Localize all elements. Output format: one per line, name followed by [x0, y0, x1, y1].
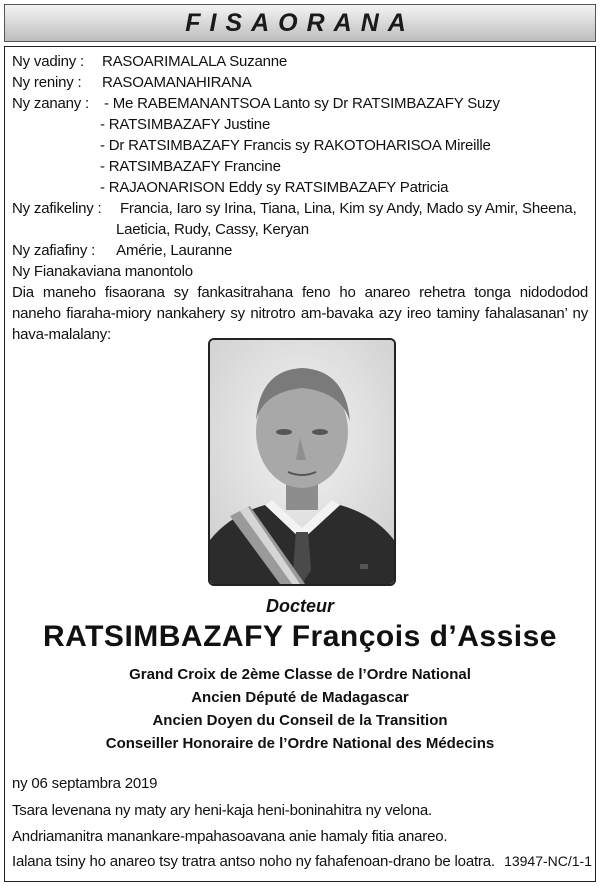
reference-code: 13947-NC/1-1 — [504, 853, 592, 869]
reniny-value: RASOAMANAHIRANA — [101, 74, 252, 91]
reniny-label: Ny reniny : — [12, 74, 82, 91]
vadiny-line — [12, 51, 592, 72]
deceased-name: RATSIMBAZAFY François d’Assise — [43, 620, 557, 653]
portrait-photo — [208, 338, 396, 586]
zafiafiny-value: Amérie, Lauranne — [116, 242, 233, 259]
deceased-title: Ancien Député de Madagascar — [191, 689, 409, 706]
deceased-prefix: Docteur — [265, 596, 334, 616]
footer-line: Tsara levenana ny maty ary heni-kaja heni-boninahitra ny velona. — [12, 802, 432, 819]
zafiafiny-label: Ny zafiafiny : — [12, 242, 96, 259]
zanany-label: Ny zanany : — [12, 95, 90, 112]
zanany-item: - RATSIMBAZAFY Justine — [100, 116, 271, 133]
intro-paragraph: Dia maneho fisaorana sy fankasitrahana feno ho anareo rehetra tonga nidododod naneho fiaraha-miory nankahery sy nitrotro am-bavaka azy ireo taminy fahalasanan’ ny hava-malalany: — [12, 284, 588, 343]
zanany-line — [12, 93, 592, 114]
zanany-item: - Dr RATSIMBAZAFY Francis sy RAKOTOHARISOA Mireille — [100, 137, 491, 154]
zafiafiny-line — [12, 240, 592, 261]
header-banner — [4, 4, 596, 42]
notice-date: ny 06 septambra 2019 — [12, 775, 158, 792]
deceased-title: Conseiller Honoraire de l’Ordre National des Médecins — [105, 735, 495, 752]
fianakaviana-line: Ny Fianakaviana manontolo — [12, 263, 193, 280]
deceased-title: Grand Croix de 2ème Classe de l’Ordre National — [129, 666, 471, 683]
deceased-title: Ancien Doyen du Conseil de la Transition — [152, 712, 448, 729]
footer-line: Ialana tsiny ho anareo tsy tratra antso noho ny fahafenoan-drano be loatra. — [12, 853, 495, 870]
footer-line: Andriamanitra manankare-mpahasoavana anie hamaly fitia anareo. — [12, 828, 448, 845]
vadiny-label: Ny vadiny : — [12, 53, 84, 70]
header-title: FISAORANA — [185, 8, 415, 37]
zanany-item: - RATSIMBAZAFY Francine — [100, 158, 281, 175]
vadiny-value: RASOARIMALALA Suzanne — [101, 53, 288, 70]
zanany-item: - RAJAONARISON Eddy sy RATSIMBAZAFY Patricia — [100, 179, 449, 196]
portrait-icon — [210, 340, 394, 584]
zafikeliny-label: Ny zafikeliny : — [12, 200, 102, 217]
zafikeliny-line — [12, 198, 592, 219]
zanany-item: - Me RABEMANANTSOA Lanto sy Dr RATSIMBAZAFY Suzy — [103, 95, 500, 112]
reniny-line — [12, 72, 592, 93]
zafikeliny-value: Francia, Iaro sy Irina, Tiana, Lina, Kim sy Andy, Mado sy Amir, Sheena, — [119, 200, 577, 217]
zafikeliny-value-cont: Laeticia, Rudy, Cassy, Keryan — [116, 221, 309, 238]
